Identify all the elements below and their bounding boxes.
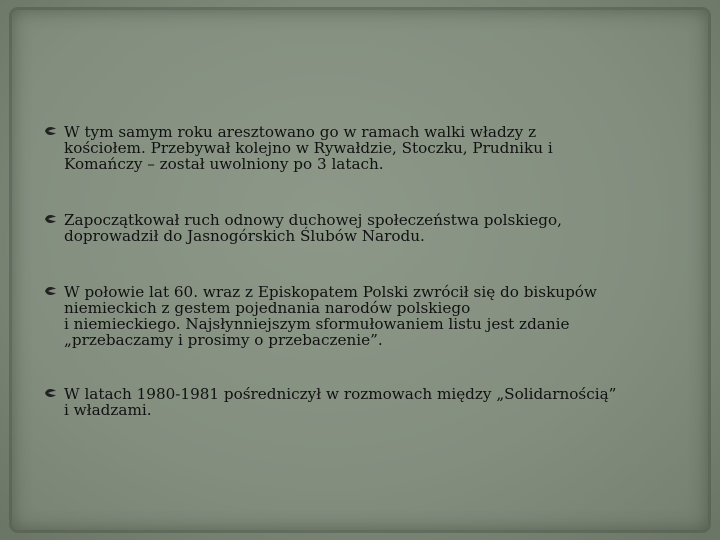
fleuron-bullet-icon <box>44 213 58 225</box>
bullet-item-renewal <box>44 212 694 244</box>
fleuron-bullet-icon <box>44 387 58 399</box>
fleuron-bullet-icon <box>44 285 58 297</box>
bullet-item-arrest <box>44 124 694 172</box>
bullet-text: Zapoczątkował ruch odnowy duchowej społeczeństwa polskiego, doprowadził do Jasnogórskich Ślubów Narodu. <box>64 211 562 245</box>
fleuron-bullet-icon <box>44 125 58 137</box>
bullet-text: W tym samym roku aresztowano go w ramach walki władzy z kościołem. Przebywał kolejno w Rywałdzie, Stoczku, Prudniku i Komańczy – został uwolniony po 3 latach. <box>64 123 553 173</box>
bullet-list <box>44 124 694 458</box>
bullet-text: W latach 1980-1981 pośredniczył w rozmowach między „Solidarnością” i władzami. <box>64 385 617 419</box>
bullet-item-solidarity <box>44 386 694 418</box>
bullet-text: W połowie lat 60. wraz z Episkopatem Polski zwrócił się do biskupów niemieckich z gestem pojednania narodów polskiego i niemieckiego. Najsłynniejszym sformułowaniem listu jest zdanie „przebaczamy i prosimy o przebaczenie”. <box>64 283 597 349</box>
bullet-item-letter <box>44 284 694 348</box>
